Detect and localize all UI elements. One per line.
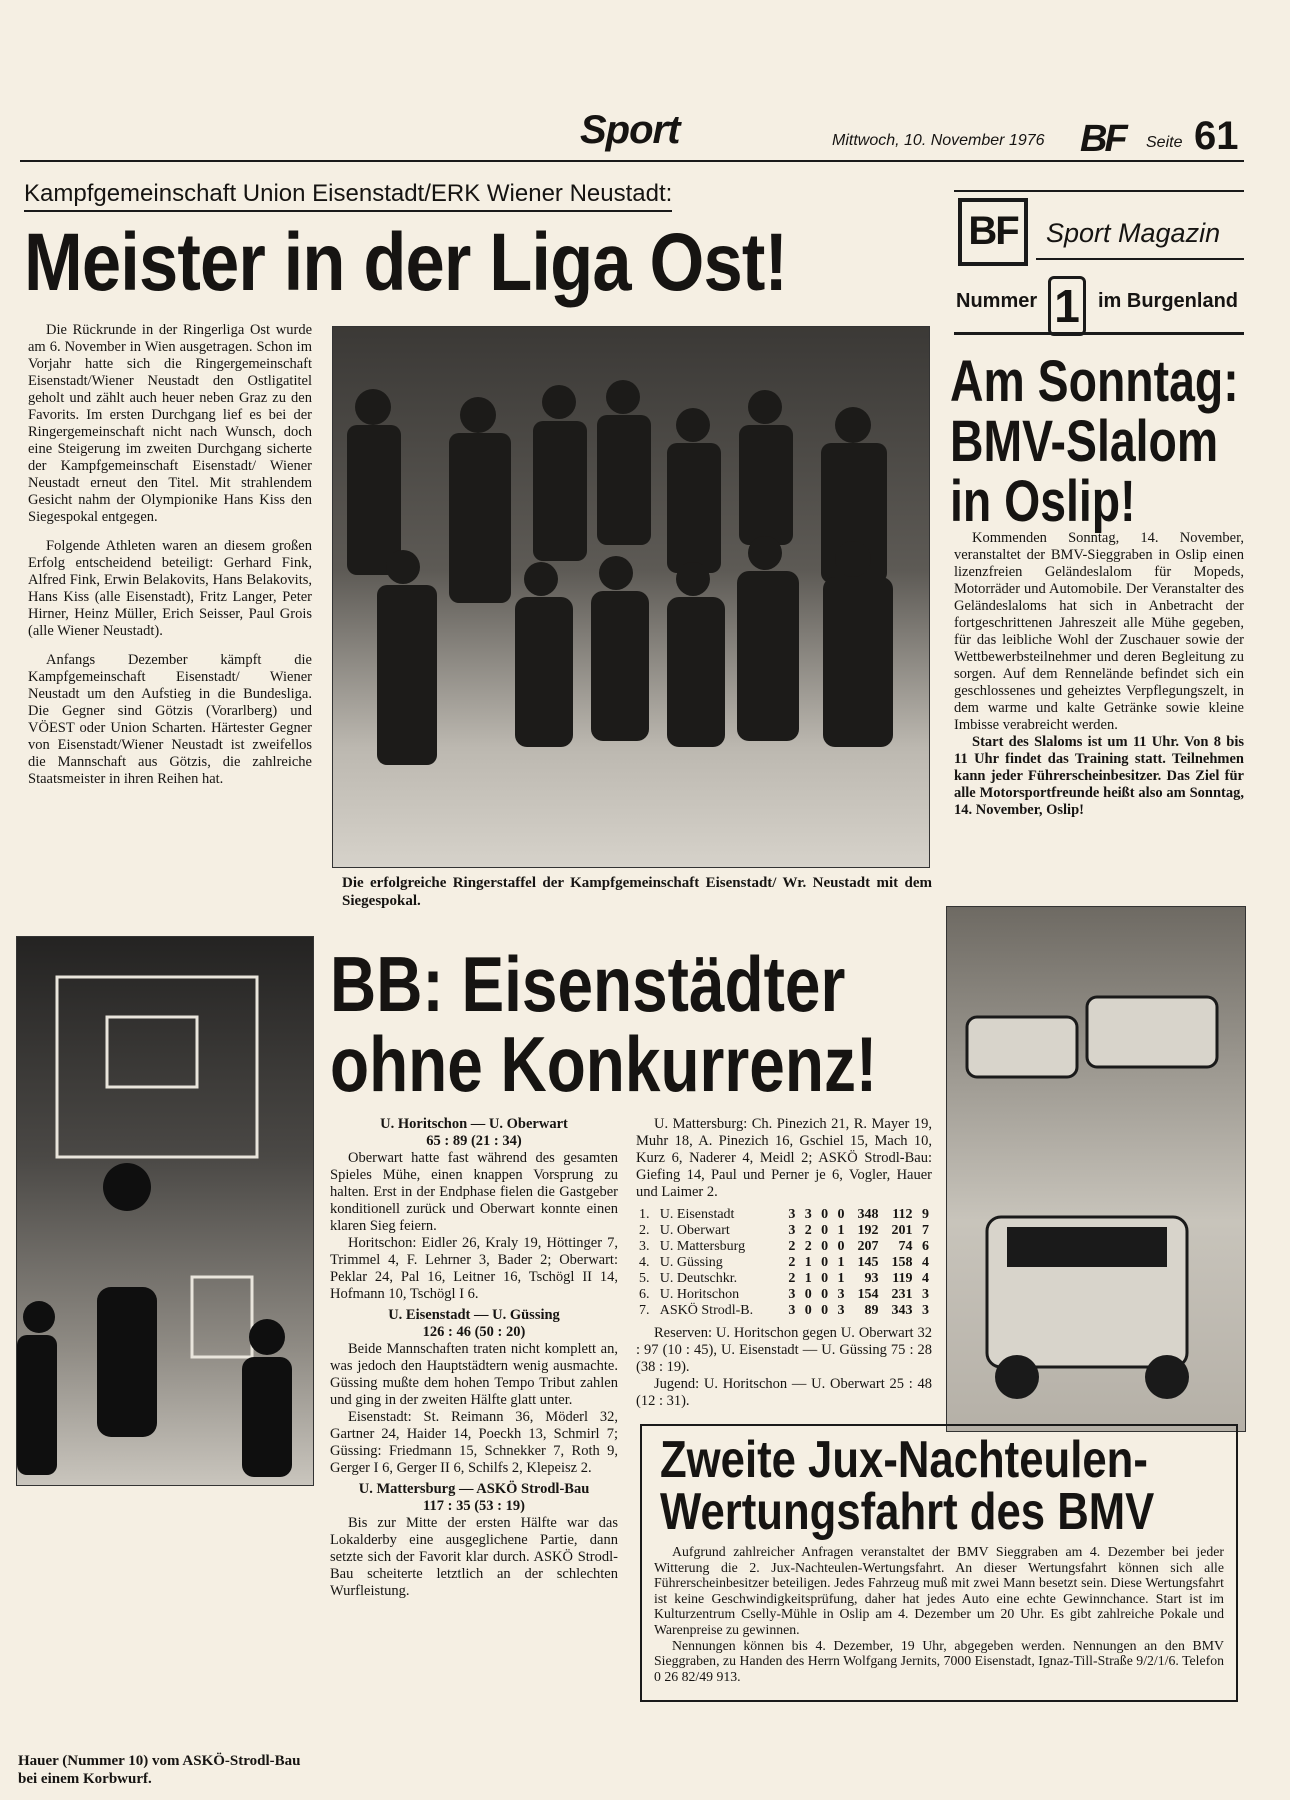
standings-cell: 154 [857,1287,879,1302]
standings-cell: 1 [804,1255,812,1270]
promo-title: Sport Magazin [1046,218,1221,248]
standings-cell: 119 [892,1271,913,1286]
standings-row [636,1223,932,1239]
standings-cell: 0 [837,1207,845,1222]
game-title: U. Horitschon — U. Oberwart [380,1116,568,1132]
jux-paragraph: Nennungen können bis 4. Dezember, 19 Uhr, abgegeben werden. Nennungen an den BMV Sieggraben, zu Handen des Herrn Wolfgang Jernits, 7000 Eisenstadt, Ignaz-Till-Straße 9/2/1/6. Telefon 0 26 82/49 913. [654,1637,1224,1684]
jux-headline-line: Wertungsfahrt des BMV [660,1483,1155,1541]
standings-cell: 1 [837,1255,845,1270]
standings-cell: 0 [821,1303,829,1318]
promo-top-rule [954,190,1244,192]
standings-cell: 207 [857,1239,879,1254]
car-icon [947,907,1245,1431]
game-scorers: U. Mattersburg: Ch. Pinezich 21, R. Mayer 19, Muhr 18, A. Pinezich 16, Gschiel 15, Mach 10, Kurz 6, Naderer 4, Meidl 2; ASKÖ Strodl-Bau: Giefing 14, Paul und Perner je 6, Vogler, Hauer und Laimer 2. [636,1116,932,1200]
standings-cell: 5. [639,1271,650,1286]
lead-body [28,322,312,788]
promo-left-text: Nummer [956,290,1038,312]
standings-row [636,1207,932,1223]
wrestling-photo-caption: Die erfolgreiche Ringerstaffel der Kampfgemeinschaft Eisenstadt/ Wr. Neustadt mit dem Siegespokal. [342,875,932,909]
game-score: 117 : 35 (53 : 19) [423,1498,525,1514]
standings-cell: 3 [788,1223,796,1238]
wrestling-team-photo [332,326,930,868]
standings-cell: 0 [804,1287,812,1302]
slalom-headline-line: BMV-Slalom [950,409,1219,474]
game-report: Beide Mannschaften traten nicht komplett an, was jedoch den Hauptstädtern wenig ausmachte. Güssing mußte dem hohen Tempo Tribut zahlen und ging in der zweiten Hälfte glatt unter. [330,1341,618,1408]
reserves-results: Reserven: U. Horitschon gegen U. Oberwart 32 : 97 (10 : 45), U. Eisenstadt — U. Güssing 75 : 28 (38 : 19). [636,1325,932,1375]
basketball-headline-line: BB: Eisenstädter [330,940,846,1028]
standings-cell: 1 [837,1223,845,1238]
standings-cell: 2 [788,1239,796,1254]
standings-row [636,1303,932,1319]
game-report: Oberwart hatte fast während des gesamten Spieles Mühe, einen knappen Vorsprung zu halten. Erst in der Endphase fielen die Gastgeber konditionell zurück und Oberwart konnte einen klaren Sieg feiern. [330,1150,618,1234]
standings-row [636,1239,932,1255]
standings-cell: ASKÖ Strodl-B. [659,1303,754,1318]
standings-table [636,1207,932,1319]
lead-paragraph: Folgende Athleten waren an diesem großen Erfolg entscheidend beteiligt: Gerhard Fink, Alfred Fink, Erwin Belakovits, Hans Belakovits, Hans Kiss (alle Eisenstadt), Fritz Langer, Peter Hirner, Heinz Müller, Erich Seisser, Paul Grois (alle Wiener Neustadt). [28,538,312,639]
lead-paragraph: Die Rückrunde in der Ringerliga Ost wurde am 6. November in Wien ausgetragen. Schon im Vorjahr hatte sich die Ringergemeinschaft Eisenstadt/Wiener Neustadt den Ostligatitel geholt und zählt auch heuer neben Graz zu den Favorits. Im ersten Durchgang lief es bei der Ringergemeinschaft nicht nach Wunsch, doch eine Steigerung im zweiten Durchgang sicherte der Kampfgemeinschaft Eisenstadt/ Wiener Neustadt erneut den Titel. Mit strahlendem Gesicht nahm der Olympionike Hans Kiss den Siegespokal entgegen. [28,322,312,525]
game-title: U. Eisenstadt — U. Güssing [388,1307,560,1323]
basketball-column-2 [636,1116,932,1410]
wrestlers-silhouette-icon [333,327,929,867]
promo-logo: BF [958,198,1028,266]
issue-date: Mittwoch, 10. November 1976 [832,132,1045,149]
standings-cell: 1 [837,1271,845,1286]
standings-row [636,1271,932,1287]
standings-cell: 7 [922,1223,929,1238]
standings-cell: 0 [804,1303,812,1318]
standings-cell: U. Deutschkr. [659,1271,738,1286]
standings-cell: 158 [891,1255,913,1270]
standings-cell: U. Horitschon [659,1287,740,1302]
slalom-body [954,530,1244,819]
promo-digit: 1 [1048,276,1086,336]
standings-cell: 3 [788,1287,796,1302]
game-report: Bis zur Mitte der ersten Hälfte war das Lokalderby eine ausgeglichene Partie, dann setzte sich der Favorit klar durch. ASKÖ Strodl-Bau scheiterte letztlich an der schlechten Wurfleistung. [330,1515,618,1599]
standings-cell: U. Oberwart [659,1223,730,1238]
standings-cell: 0 [821,1223,829,1238]
slalom-car-photo [946,906,1246,1432]
basketball-hoop-icon [17,937,313,1485]
jux-headline-line: Zweite Jux-Nachteulen- [660,1431,1148,1489]
standings-cell: U. Mattersburg [659,1239,746,1254]
standings-cell: 74 [898,1239,913,1254]
standings-cell: 4 [922,1255,929,1270]
slalom-headline-line: in Oslip! [950,469,1136,534]
slalom-paragraph: Kommenden Sonntag, 14. November, veranstaltet der BMV-Sieggraben in Oslip einen lizenzfreien Geländeslalom für Mopeds, Motorräder und Automobile. Der Veranstalter des Geländeslaloms hat sich in Anbetracht der fortgeschrittenen Jahreszeit alle Mühe gegeben, für das leibliche Wohl der Zuschauer sowie der Wettbewerbsteilnehmer und deren Begleitung zu sorgen. Auf dem Rennelände befindet sich ein geschlossenes und geheiztes Verpflegungszelt, in dem warme und kalte Getränke sowie kleine Imbisse verabreicht werden. [954,530,1244,733]
slalom-paragraph: Start des Slaloms ist um 11 Uhr. Von 8 bis 11 Uhr findet das Training statt. Teilnehmen kann jeder Führerscheinbesitzer. Das Ziel für alle Motorsportfreunde heißt also am Sonntag, 14. November, Oslip! [954,734,1244,818]
standings-cell: 192 [857,1223,879,1238]
standings-cell: 0 [837,1239,845,1254]
standings-cell: U. Eisenstadt [659,1207,735,1222]
lead-paragraph: Anfangs Dezember kämpft die Kampfgemeinschaft Eisenstadt/ Wiener Neustadt um den Aufstieg in die Bundesliga. Die Gegner sind Götzis (Vorarlberg) und VÖEST oder Union Scharten. Härtester Gegner von Eisenstadt/Wiener Neustadt ist zweifellos die Mannschaft aus Götzis, die zahlreiche Staatsmeister in ihren Reihen hat. [28,652,312,787]
page-number: 61 [1194,114,1239,158]
standings-cell: 93 [864,1271,879,1286]
standings-cell: 112 [892,1207,913,1222]
standings-cell: 3 [804,1207,812,1222]
standings-cell: 145 [857,1255,879,1270]
jux-body [654,1544,1224,1684]
standings-cell: 348 [857,1207,879,1222]
game-title: U. Mattersburg — ASKÖ Strodl-Bau [358,1481,590,1497]
game-scorers: Eisenstadt: St. Reimann 36, Möderl 32, Gartner 24, Haider 14, Poeckh 13, Schmirl 7; Güssing: Friedmann 15, Schnekker 7, Roth 9, Gerger I 6, Gerger II 6, Schilfs 2, Klepeisz 2. [330,1409,618,1476]
standings-cell: 0 [821,1271,829,1286]
standings-cell: 89 [864,1303,879,1318]
standings-cell: U. Güssing [659,1255,723,1270]
standings-cell: 2 [788,1271,796,1286]
standings-cell: 0 [821,1239,829,1254]
basketball-headline-line: ohne Konkurrenz! [330,1020,878,1108]
standings-cell: 0 [821,1287,829,1302]
game-score: 126 : 46 (50 : 20) [422,1324,526,1340]
standings-cell: 2. [639,1223,650,1238]
standings-cell: 3 [837,1287,845,1302]
standings-cell: 3 [837,1303,845,1318]
section-title: Sport [580,108,680,152]
standings-cell: 2 [788,1255,796,1270]
basketball-photo [16,936,314,1486]
standings-cell: 3. [639,1239,650,1254]
standings-cell: 3 [922,1287,929,1302]
standings-cell: 1 [804,1271,812,1286]
page-label: Seite [1146,134,1183,151]
promo-bottom-rule [954,332,1244,335]
standings-cell: 7. [639,1303,650,1318]
basketball-photo-caption: Hauer (Nummer 10) vom ASKÖ-Strodl-Bau bei einem Korbwurf. [18,1753,301,1787]
standings-row [636,1287,932,1303]
masthead-rule [20,160,1244,162]
lead-headline: Meister in der Liga Ost! [24,217,788,308]
standings-cell: 1. [639,1207,650,1222]
slalom-headline-line: Am Sonntag: [950,349,1239,414]
standings-cell: 3 [788,1303,796,1318]
standings-cell: 0 [821,1207,829,1222]
standings-cell: 0 [821,1255,829,1270]
standings-cell: 201 [891,1223,913,1238]
game-scorers: Horitschon: Eidler 26, Kraly 19, Höttinger 7, Trimmel 4, F. Lehrner 3, Bader 2; Oberwart: Peklar 24, Pal 16, Leitner 16, Tschögl II 14, Hofmann 10, Tschögl I 6. [330,1235,618,1302]
standings-cell: 2 [804,1223,812,1238]
promo-right-text: im Burgenland [1098,290,1239,312]
standings-cell: 6. [639,1287,650,1302]
standings-cell: 4 [922,1271,929,1286]
standings-cell: 231 [891,1287,913,1302]
game-score: 65 : 89 (21 : 34) [426,1133,522,1149]
standings-cell: 9 [922,1207,929,1222]
promo-title-rule [1036,258,1244,260]
lead-kicker: Kampfgemeinschaft Union Eisenstadt/ERK Wiener Neustadt: [24,180,672,212]
basketball-column-1 [330,1116,618,1600]
jux-box [640,1424,1238,1702]
youth-results: Jugend: U. Horitschon — U. Oberwart 25 : 48 (12 : 31). [636,1376,932,1409]
jux-paragraph: Aufgrund zahlreicher Anfragen veranstaltet der BMV Sieggraben am 4. Dezember bei jeder Witterung die 2. Jux-Nachteulen-Wertungsfahrt. An dieser Wertungsfahrt können sich alle Führerscheinbesitzer beteiligen. Jedes Fahrzeug muß mit zwei Mann besetzt sein. Diese Wertungsfahrt ist keine Geschwindigkeitsprüfung, daher hat jedes Auto eine echte Gewinnchance. Start ist im Kulturzentrum Cselly-Mühle in Oslip am 4. Dezember um 20 Uhr. Es gibt zahlreiche Pokale und Warenpreise zu gewinnen. [654,1544,1224,1637]
standings-cell: 3 [788,1207,796,1222]
standings-cell: 343 [891,1303,913,1318]
standings-cell: 4. [639,1255,650,1270]
standings-cell: 3 [922,1303,929,1318]
standings-cell: 2 [804,1239,812,1254]
standings-cell: 6 [922,1239,929,1254]
standings-row [636,1255,932,1271]
masthead-logo: BF [1080,118,1125,160]
